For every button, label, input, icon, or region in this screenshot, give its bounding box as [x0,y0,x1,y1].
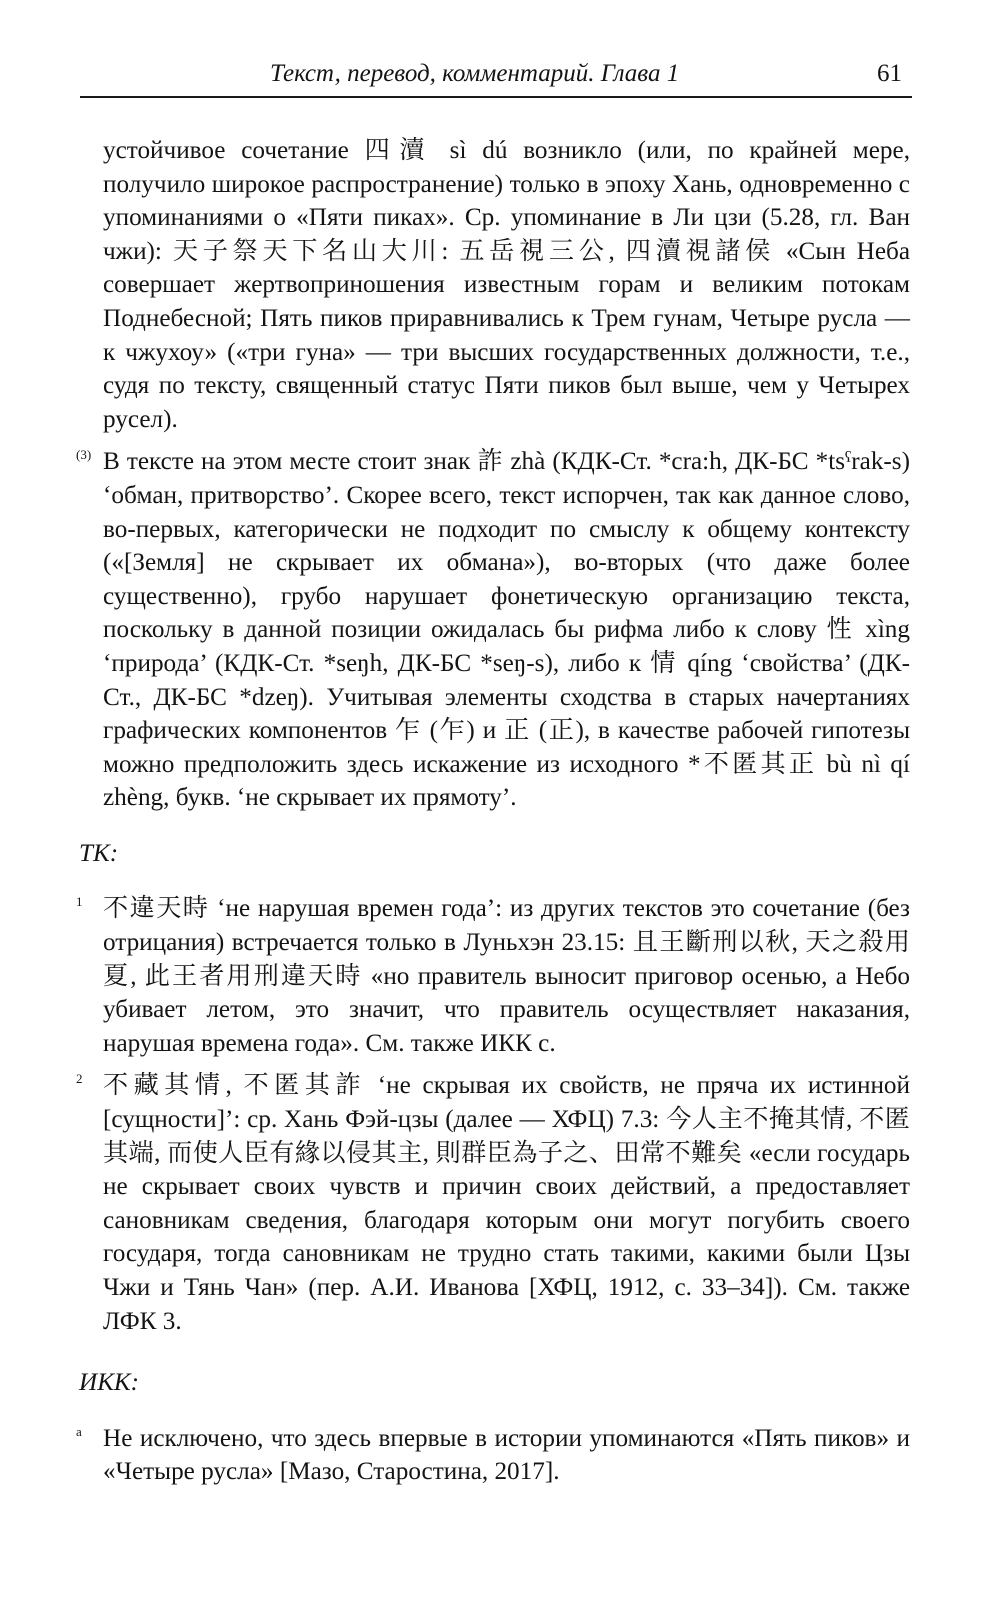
footnote-marker: 2 [76,1071,83,1087]
page-number: 61 [877,60,902,87]
continuation-paragraph: устойчивое сочетание 四瀆 sì dú возникло (или, по крайней мере, получило широкое распространение) только в эпоху Хань, одновременно с упоминаниями о «Пяти пиках». Ср. упоминание в Ли цзи (5.28, гл. Ван чжи): 天子祭天下名山大川: 五岳視三公, 四瀆視諸侯 «Сын Неба совершает жертвоприношения известным горам и великим потокам Поднебесной; Пять пиков приравнивались к Трем гунам, Четыре русла — к чжухоу» («три гуна» — три высших государственных должности, т.е., судя по тексту, священный статус Пяти пиков был выше, чем у Четырех русел). [103,137,910,433]
tk-heading: ТК: [79,839,119,867]
ikk-heading: ИКК: [79,1369,140,1397]
tk-note-2 [76,1069,910,1338]
footnote-text: 不藏其情, 不匿其詐 ‘не скрывая их свойств, не пряча их истинной [сущности]’: ср. Хань Фэй-цзы (далее — ХФЦ) 7.3: 今人主不掩其情, 不匿其端, 而使人臣有緣以侵其主, 則群臣為子之、田常不難矣 «если государь не скрывает своих чувств и причин своих действий, а предоставляет сановникам сведения, благодаря которым они могут погубить своего государя, тогда сановникам не трудно стать такими, какими были Цзы Чжи и Тянь Чан» (пер. А.И. Иванова [ХФЦ, 1912, с. 33–34]). См. также ЛФК 3. [103,1072,910,1335]
footnote-marker: 1 [76,894,83,910]
footnote-text: Не исключено, что здесь впервые в истории упоминаются «Пять пиков» и «Четыре русла» [Мазо, Старостина, 2017]. [103,1424,910,1486]
footnote-3 [76,445,910,815]
footnote-text: В тексте на этом месте стоит знак 詐 zhà (КДК-Ст. *cra:h, ДК-БС *tsˁrak-s) ‘обман, притворство’. Скорее всего, текст испорчен, так как данное слово, во-первых, категорически не подходит по смыслу к общему контексту («[Земля] не скрывает их обмана»), во-вторых (что даже более существенно), грубо нарушает фонетическую организацию текста, поскольку в данной позиции ожидалась бы рифма либо к слову 性 xìng ‘природа’ (КДК-Ст. *seŋh, ДК-БС *seŋ-s), либо к 情 qíng ‘свойства’ (ДК-Ст., ДК-БС *dzeŋ). Учитывая элементы сходства в старых начертаниях графических компонентов 乍 (乍) и 正 (正), в качестве рабочей гипотезы можно предположить здесь искажение из исходного *不匿其正 bù nì qí zhèng, букв. ‘не скрывает их прямоту’. [103,448,910,812]
footnote-marker: a [76,1423,82,1439]
footnote-text: 不違天時 ‘не нарушая времен года’: из других текстов это сочетание (без отрицания) встречается только в Луньхэн 23.15: 且王斷刑以秋, 天之殺用夏, 此王者用刑違天時 «но правитель выносит приговор осенью, а Небо убивает летом, это значит, что правитель осуществляет наказания, нарушая времена года». См. также ИКК с. [103,895,910,1057]
ikk-note-a [76,1422,910,1489]
running-title: Текст, перевод, комментарий. Глава 1 [270,60,680,87]
tk-note-1 [76,892,910,1060]
running-head [80,56,912,98]
footnote-marker: (3) [76,447,92,463]
main-text [76,134,910,1489]
